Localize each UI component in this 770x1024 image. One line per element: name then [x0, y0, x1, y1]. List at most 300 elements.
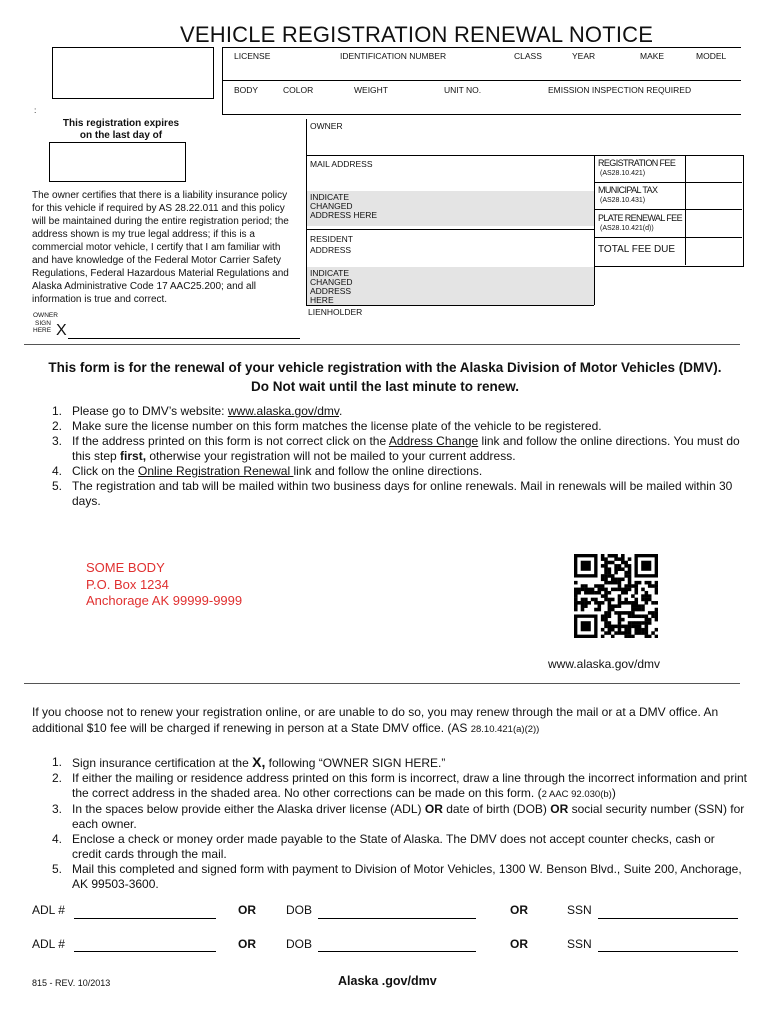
qr-module: [591, 588, 595, 592]
qr-module: [614, 557, 618, 561]
qr-module: [614, 588, 618, 592]
qr-module: [611, 604, 615, 608]
year-label: YEAR: [572, 51, 596, 61]
color-label: COLOR: [283, 85, 314, 95]
qr-module: [614, 567, 618, 571]
qr-module: [584, 598, 588, 602]
qr-module: [641, 628, 645, 632]
qr-module: [608, 625, 612, 629]
qr-module: [634, 601, 638, 605]
qr-module: [655, 611, 658, 615]
qr-module: [648, 584, 652, 588]
qr-module: [628, 635, 632, 638]
step-number: 2.: [52, 419, 63, 433]
qr-module: [574, 581, 578, 585]
qr-module: [641, 631, 645, 635]
qr-module: [631, 601, 635, 605]
class-label: CLASS: [514, 51, 542, 61]
step-ref: 2 AAC 92.030(b): [541, 789, 612, 800]
qr-module: [651, 611, 655, 615]
step-number: 4.: [52, 832, 63, 846]
lienholder-rule: [306, 305, 594, 306]
qr-module: [621, 561, 625, 565]
qr-module: [601, 594, 605, 598]
qr-module: [655, 584, 658, 588]
qr-module: [574, 598, 578, 602]
signature-line[interactable]: [68, 338, 300, 339]
qr-module: [624, 635, 628, 638]
qr-module: [614, 631, 618, 635]
qr-module: [638, 621, 642, 625]
qr-code[interactable]: [574, 554, 658, 638]
qr-module: [621, 618, 625, 622]
qr-module: [618, 581, 622, 585]
qr-module: [594, 608, 598, 612]
qr-module: [631, 621, 635, 625]
qr-module: [618, 614, 622, 618]
step-number: 5.: [52, 479, 63, 493]
fees-divider-v: [685, 155, 686, 265]
section-divider-1: [24, 344, 740, 345]
qr-module: [581, 604, 585, 608]
qr-module: [628, 574, 632, 578]
qr-module: [598, 608, 602, 612]
qr-module: [574, 594, 578, 598]
address-change-link[interactable]: Address Change: [388, 434, 479, 448]
qr-module: [648, 594, 652, 598]
qr-module: [618, 601, 622, 605]
qr-module: [628, 614, 632, 618]
or-label: OR: [238, 937, 256, 951]
heading-line2: Do Not wait until the last minute to renew.: [250, 379, 519, 394]
expiration-box: [49, 142, 186, 182]
step-number: 5.: [52, 862, 63, 876]
qr-finder: [581, 561, 591, 571]
qr-module: [638, 614, 642, 618]
qr-module: [614, 554, 618, 558]
qr-module: [594, 601, 598, 605]
qr-module: [601, 614, 605, 618]
qr-module: [618, 604, 622, 608]
resident-l1: RESIDENT: [310, 234, 353, 244]
qr-module: [645, 628, 649, 632]
qr-module: [648, 598, 652, 602]
heading-line1: This form is for the renewal of your vehicle registration with the Alaska Division of Motor Vehicles (DMV).: [48, 360, 722, 375]
qr-module: [614, 564, 618, 568]
online-step-2: [52, 419, 747, 434]
qr-module: [604, 631, 608, 635]
colon-mark: :: [34, 105, 37, 115]
total-fee-label: TOTAL FEE DUE: [598, 244, 676, 255]
qr-module: [601, 554, 605, 558]
signature-x: X: [56, 322, 67, 339]
qr-module: [624, 588, 628, 592]
step-text: The registration and tab will be mailed within two business days for online renewals. Mail in renewals will be mailed within 30 days.: [72, 479, 733, 508]
qr-module: [628, 625, 632, 629]
adl-input-1[interactable]: [74, 917, 216, 919]
qr-module: [655, 618, 658, 622]
dob-label: DOB: [286, 903, 313, 917]
indicate-changed-2-l2: CHANGED: [310, 277, 353, 287]
qr-module: [574, 601, 578, 605]
qr-module: [621, 591, 625, 595]
or-label: OR: [510, 937, 528, 951]
step-number: 1.: [52, 404, 63, 418]
step-bold-or: OR: [424, 802, 443, 816]
mail-step-1: [52, 755, 747, 771]
qr-module: [641, 604, 645, 608]
qr-module: [628, 588, 632, 592]
step-text: In the spaces below provide either the Alaska driver license (ADL): [72, 802, 425, 816]
step-number: 3.: [52, 802, 63, 816]
step-text: Enclose a check or money order made payable to the State of Alaska. The DMV does not accept counter checks, cash or credit cards through the mail.: [72, 832, 715, 861]
header-rule-mid: [222, 80, 741, 81]
qr-module: [611, 578, 615, 582]
qr-module: [631, 594, 635, 598]
qr-module: [591, 591, 595, 595]
qr-module: [618, 631, 622, 635]
qr-module: [618, 578, 622, 582]
step-bold-or: OR: [550, 802, 569, 816]
owner-sign-l3: HERE: [33, 327, 52, 334]
mail-para-main: If you choose not to renew your registration online, or are unable to do so, you may renew through the mail or at a DMV office. An additional $10 fee will be charged if renewing in person at a State DMV office. (: [32, 705, 719, 735]
resident-address-label: [310, 234, 353, 256]
qr-module: [611, 625, 615, 629]
body-label: BODY: [234, 85, 259, 95]
qr-module: [645, 618, 649, 622]
qr-module: [634, 591, 638, 595]
qr-module: [628, 581, 632, 585]
qr-module: [618, 584, 622, 588]
qr-module: [608, 601, 612, 605]
qr-module: [598, 584, 602, 588]
qr-module: [581, 601, 585, 605]
qr-module: [614, 571, 618, 575]
adl-input-2[interactable]: [74, 950, 216, 952]
qr-module: [641, 621, 645, 625]
qr-module: [584, 591, 588, 595]
step-text: Mail this completed and signed form with payment to Division of Motor Vehicles, 1300 W. Benson Blvd., Suite 200, Anchorage, AK 99503-3600.: [72, 862, 742, 891]
qr-module: [604, 564, 608, 568]
qr-module: [634, 588, 638, 592]
step-text: following “OWNER SIGN HERE.”: [265, 756, 446, 770]
fees-rule-3: [594, 237, 742, 238]
qr-module: [655, 635, 658, 638]
qr-module: [608, 598, 612, 602]
qr-module: [624, 625, 628, 629]
qr-module: [621, 554, 625, 558]
qr-module: [577, 601, 581, 605]
owner-certification: The owner certifies that there is a liability insurance policy for this vehicle if required by AS 28.22.011 and this policy will be maintained during the entire registration period; the address shown is my true legal address; if this is a commercial motor vehicle, I certify that I am familiar with and have knowledge of the Federal Motor Carrier Safety Regulations, Federal Hazardous Material Regulations and Alaska Administrative Code 17 AAC25.200; and all information is true and correct.: [32, 190, 289, 305]
step-text: date of birth (DOB): [442, 802, 551, 816]
online-step-3: [52, 434, 747, 464]
qr-module: [614, 625, 618, 629]
qr-module: [645, 591, 649, 595]
qr-module: [655, 588, 658, 592]
resident-l2: ADDRESS: [310, 245, 352, 255]
qr-module: [601, 635, 605, 638]
qr-module: [645, 635, 649, 638]
registration-fee-label: REGISTRATION FEE: [598, 158, 676, 168]
qr-module: [624, 571, 628, 575]
mail-steps-list: [52, 755, 747, 892]
qr-module: [601, 618, 605, 622]
indicate-changed-2: [310, 269, 353, 305]
qr-url[interactable]: www.alaska.gov/dmv: [548, 657, 661, 671]
emission-label: EMISSION INSPECTION REQUIRED: [548, 85, 692, 95]
mailing-line1: P.O. Box 1234: [86, 576, 169, 592]
qr-module: [624, 564, 628, 568]
qr-module: [608, 631, 612, 635]
qr-module: [604, 588, 608, 592]
qr-module: [631, 584, 635, 588]
qr-module: [628, 621, 632, 625]
qr-module: [634, 628, 638, 632]
qr-module: [604, 557, 608, 561]
qr-module: [611, 635, 615, 638]
qr-module: [638, 625, 642, 629]
qr-module: [614, 581, 618, 585]
step-text: If either the mailing or residence address printed on this form is incorrect, draw a line through the incorrect information and print the correct address in the shaded area. No other corrections can be made on this form. (: [72, 771, 747, 800]
qr-module: [648, 635, 652, 638]
qr-module: [611, 608, 615, 612]
model-label: MODEL: [696, 51, 727, 61]
qr-module: [641, 598, 645, 602]
ssn-input-1[interactable]: [598, 917, 738, 919]
qr-module: [628, 571, 632, 575]
qr-module: [655, 614, 658, 618]
indicate-changed-2-l1: INDICATE: [310, 268, 350, 278]
step-text: Sign insurance certification at the: [72, 756, 253, 770]
qr-module: [601, 588, 605, 592]
license-label: LICENSE: [234, 51, 271, 61]
expires-text: [54, 118, 188, 142]
qr-module: [645, 621, 649, 625]
qr-module: [638, 608, 642, 612]
mailing-line2: Anchorage AK 99999-9999: [86, 593, 243, 608]
qr-module: [624, 584, 628, 588]
online-step-4: [52, 464, 747, 479]
qr-module: [634, 621, 638, 625]
qr-module: [604, 578, 608, 582]
qr-module: [604, 571, 608, 575]
qr-module: [655, 601, 658, 605]
qr-module: [618, 557, 622, 561]
qr-module: [634, 631, 638, 635]
indicate-changed-2-l3: ADDRESS: [310, 286, 352, 296]
qr-module: [574, 604, 578, 608]
qr-module: [601, 578, 605, 582]
owner-label: OWNER: [310, 121, 343, 131]
unit-no-label: UNIT NO.: [444, 85, 482, 95]
qr-module: [581, 598, 585, 602]
qr-module: [648, 581, 652, 585]
qr-module: [594, 598, 598, 602]
qr-module: [618, 567, 622, 571]
qr-module: [604, 561, 608, 565]
qr-module: [638, 581, 642, 585]
qr-module: [624, 601, 628, 605]
qr-module: [628, 578, 632, 582]
online-steps-list: [52, 404, 747, 509]
qr-module: [611, 598, 615, 602]
qr-module: [651, 584, 655, 588]
mailing-name: SOME BODY: [86, 560, 165, 575]
header-rule-top: [222, 47, 741, 48]
qr-module: [631, 635, 635, 638]
step-text: otherwise your registration will not be mailed to your current address.: [146, 449, 516, 463]
qr-module: [608, 614, 612, 618]
qr-module: [604, 581, 608, 585]
qr-module: [587, 601, 591, 605]
mail-address-label: MAIL ADDRESS: [310, 159, 373, 169]
qr-module: [638, 631, 642, 635]
qr-module: [621, 625, 625, 629]
qr-module: [638, 628, 642, 632]
qr-module: [614, 604, 618, 608]
renewal-heading: [20, 358, 750, 396]
qr-module: [618, 628, 622, 632]
step-text: social security number (SSN) for each owner.: [72, 802, 745, 831]
qr-module: [608, 591, 612, 595]
dmv-website-link[interactable]: www.alaska.gov/dmv: [227, 404, 340, 418]
qr-module: [655, 581, 658, 585]
indicate-changed-2-l4: HERE: [310, 295, 334, 305]
dob-input-1[interactable]: [318, 917, 476, 919]
qr-module: [645, 594, 649, 598]
qr-finder: [581, 621, 591, 631]
qr-module: [604, 598, 608, 602]
qr-module: [584, 584, 588, 588]
expires-line1: This registration expires: [62, 118, 180, 129]
qr-module: [624, 631, 628, 635]
or-label: OR: [510, 903, 528, 917]
qr-module: [574, 608, 578, 612]
qr-module: [645, 614, 649, 618]
qr-module: [604, 614, 608, 618]
ssn-label: SSN: [567, 903, 592, 917]
qr-finder: [641, 561, 651, 571]
qr-module: [618, 625, 622, 629]
ssn-input-2[interactable]: [598, 950, 738, 952]
owner-rule: [306, 155, 594, 156]
qr-module: [634, 614, 638, 618]
qr-module: [645, 625, 649, 629]
qr-module: [641, 588, 645, 592]
qr-module: [655, 628, 658, 632]
qr-module: [655, 591, 658, 595]
qr-module: [598, 591, 602, 595]
or-label: OR: [238, 903, 256, 917]
mail-para-ref-b: 28.10.421(a)(2)): [470, 724, 540, 735]
resident-rule: [306, 229, 594, 230]
qr-module: [618, 611, 622, 615]
qr-module: [601, 574, 605, 578]
qr-module: [618, 598, 622, 602]
dob-input-2[interactable]: [318, 950, 476, 952]
qr-module: [581, 588, 585, 592]
qr-module: [584, 604, 588, 608]
qr-module: [648, 621, 652, 625]
municipal-tax-ref: (AS28.10.431): [600, 197, 646, 204]
identification-number-label: IDENTIFICATION NUMBER: [340, 51, 447, 61]
qr-module: [594, 591, 598, 595]
qr-module: [604, 574, 608, 578]
qr-module: [651, 614, 655, 618]
online-renewal-link[interactable]: Online Registration Renewal: [138, 464, 294, 478]
form-number: 815 - REV. 10/2013: [32, 978, 111, 988]
qr-module: [618, 621, 622, 625]
qr-module: [628, 584, 632, 588]
qr-module: [601, 584, 605, 588]
mail-step-5: [52, 862, 747, 892]
qr-module: [608, 561, 612, 565]
qr-module: [587, 591, 591, 595]
ssn-label: SSN: [567, 937, 592, 951]
step-text: Click on the: [72, 464, 139, 478]
step-number: 3.: [52, 434, 63, 448]
form-title: VEHICLE REGISTRATION RENEWAL NOTICE: [180, 22, 654, 47]
qr-module: [621, 567, 625, 571]
qr-module: [655, 608, 658, 612]
qr-module: [604, 625, 608, 629]
step-text: .: [339, 404, 343, 418]
qr-module: [584, 601, 588, 605]
qr-module: [598, 588, 602, 592]
qr-module: [641, 608, 645, 612]
step-text: link and follow the online directions.: [293, 464, 483, 478]
qr-module: [577, 588, 581, 592]
qr-module: [634, 604, 638, 608]
qr-module: [628, 601, 632, 605]
qr-module: [634, 598, 638, 602]
qr-module: [587, 588, 591, 592]
qr-module: [601, 628, 605, 632]
online-step-5: [52, 479, 747, 509]
step-x: X,: [252, 754, 266, 770]
qr-module: [621, 631, 625, 635]
step-text: Please go to DMV’s website:: [72, 404, 228, 418]
qr-module: [594, 584, 598, 588]
qr-module: [611, 628, 615, 632]
step-text: link and follow the online directions. You must do this step: [72, 434, 740, 463]
qr-module: [584, 588, 588, 592]
section-divider-2: [24, 683, 740, 684]
qr-module: [608, 628, 612, 632]
dob-label: DOB: [286, 937, 313, 951]
mailing-address: [86, 560, 242, 610]
qr-module: [634, 581, 638, 585]
make-label: MAKE: [640, 51, 665, 61]
adl-label: ADL #: [32, 937, 65, 951]
lienholder-label: LIENHOLDER: [308, 307, 363, 317]
qr-module: [631, 611, 635, 615]
qr-module: [645, 601, 649, 605]
qr-module: [604, 621, 608, 625]
qr-module: [651, 631, 655, 635]
mail-step-3: [52, 802, 747, 832]
qr-module: [601, 564, 605, 568]
weight-label: WEIGHT: [354, 85, 388, 95]
qr-module: [631, 625, 635, 629]
qr-module: [624, 591, 628, 595]
qr-module: [581, 584, 585, 588]
municipal-tax-label: MUNICIPAL TAX: [598, 185, 658, 195]
qr-module: [634, 608, 638, 612]
indicate-changed-1-l3: ADDRESS HERE: [310, 210, 378, 220]
owner-sign-l1: OWNER: [33, 312, 58, 319]
qr-module: [604, 567, 608, 571]
